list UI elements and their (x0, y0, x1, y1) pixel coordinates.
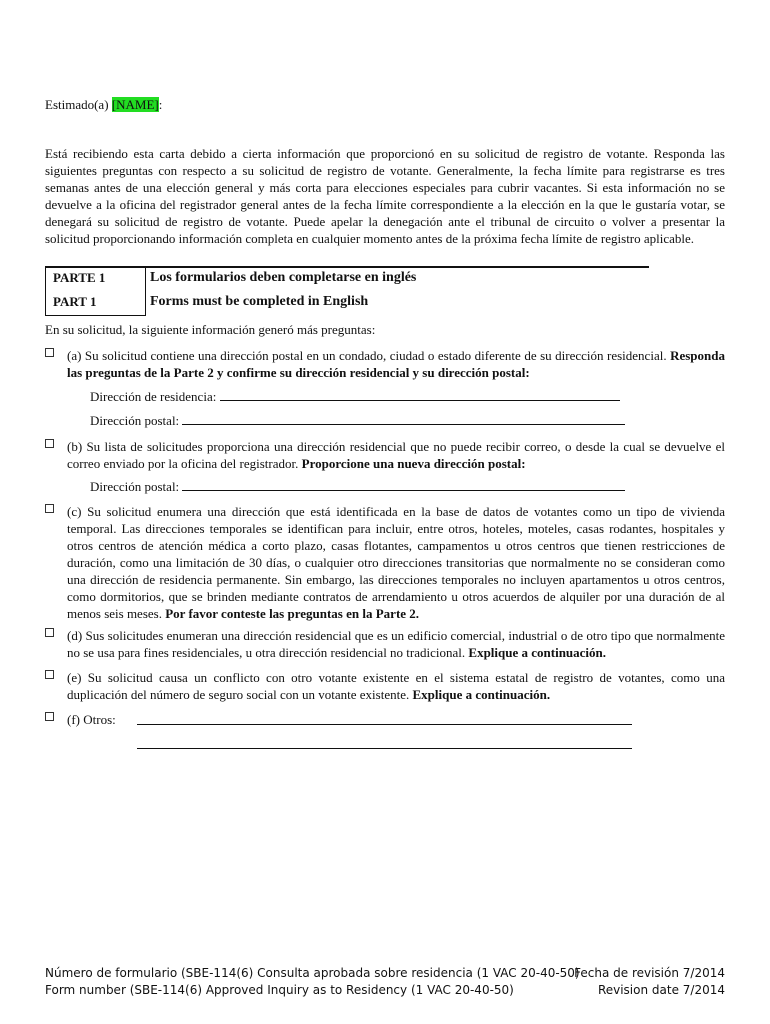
mailing-address-field-a[interactable]: Dirección postal: (90, 412, 625, 429)
part-title-en: Forms must be completed in English (150, 294, 369, 309)
footer-form-number (45, 965, 580, 999)
greeting (45, 97, 162, 113)
item-a-text: (a) Su solicitud contiene una dirección postal en un condado, ciudad o estado diferente de su dirección residencial. Responda las preguntas de la Parte 2 y confirme su dirección residencial y su dirección postal: (67, 348, 725, 380)
footer-rev-es: Fecha de revisión 7/2014 (574, 966, 725, 980)
mailing-address-field-b[interactable]: Dirección postal: (90, 478, 625, 495)
greeting-prefix: Estimado(a) (45, 97, 112, 112)
other-line-1[interactable] (137, 711, 632, 725)
item-b-text: (b) Su lista de solicitudes proporciona una dirección residencial que no puede recibir correo, o desde la cual se devuelve el correo enviado por la oficina del registrador. Proporcione una nueva dirección postal: (67, 439, 725, 471)
checkbox-f[interactable] (45, 712, 54, 721)
checkbox-a[interactable] (45, 348, 54, 357)
residence-address-field[interactable]: Dirección de residencia: (90, 388, 620, 405)
item-e (45, 669, 725, 705)
item-f (45, 711, 725, 751)
part-header (45, 266, 649, 316)
item-b (45, 438, 725, 498)
footer-rev-en: Revision date 7/2014 (597, 983, 725, 997)
lead-text: En su solicitud, la siguiente información generó más preguntas: (45, 322, 376, 337)
item-a (45, 347, 725, 442)
footer-form-es: Número de formulario (SBE-114(6) Consulta aprobada sobre residencia (1 VAC 20-40-50) (45, 966, 580, 980)
item-e-text: (e) Su solicitud causa un conflicto con otro votante existente en el sistema estatal de registro de votantes, como una duplicación del número de seguro social con un votante existente. Explique a continuación. (67, 670, 725, 702)
item-c-text: (c) Su solicitud enumera una dirección que está identificada en la base de datos de votantes como un tipo de vivienda temporal. Las direcciones temporales se identifican para incluir, entre otros, hoteles, moteles, casas rodantes, hospitales y otros centros de atención médica a corto plazo, casas flotantes, campamentos u otros centros que tienen restricciones de duración, como una limitación de 30 días, o cualquier otro direcciones transitorias que normalmente no se consideran como una dirección de residencia permanente. Sin embargo, las direcciones temporales no incluyen apartamentos u otros centros, como dormitorios, que se brinden mediante contratos de arrendamiento u otros acuerdos de alquiler por una duración de al menos seis meses. Por favor conteste las preguntas en la Parte 2. (67, 504, 725, 621)
other-line-2[interactable] (137, 735, 632, 749)
item-d-text: (d) Sus solicitudes enumeran una dirección residencial que es un edificio comercial, industrial o de otro tipo que normalmente no se usa para fines residenciales, u otra dirección residencial no tradicional. Explique a continuación. (67, 628, 725, 660)
part-label-en: PART 1 (53, 294, 97, 309)
item-d (45, 627, 725, 663)
greeting-suffix: : (158, 97, 163, 112)
checkbox-d[interactable] (45, 628, 54, 637)
item-f-label: (f) Otros: (67, 712, 116, 727)
item-c (45, 503, 725, 623)
checkbox-b[interactable] (45, 439, 54, 448)
footer-form-en: Form number (SBE-114(6) Approved Inquiry as to Residency (1 VAC 20-40-50) (45, 983, 514, 997)
recipient-name: [NAME] (111, 97, 159, 112)
part-title-es: Los formularios deben completarse en inglés (150, 270, 417, 285)
checkbox-e[interactable] (45, 670, 54, 679)
part-label-es: PARTE 1 (53, 270, 106, 285)
checkbox-c[interactable] (45, 504, 54, 513)
footer-revision (574, 965, 725, 999)
intro-paragraph: Está recibiendo esta carta debido a cierta información que proporcionó en su solicitud de registro de votante. Responda las siguientes preguntas con respecto a su solicitud de registro de votante. Generalmente, la fecha límite para registrarse es tres semanas antes de una elección general y más corta para elecciones especiales para cubrir vacantes. Si esta información no se devuelve a la oficina del registrador general antes de la fecha límite correspondiente a la elección en la que le gustaría votar, se denegará su solicitud de registro de votante. Puede apelar la denegación ante el tribunal de circuito o volver a presentar la solicitud proporcionando información completa en cualquier momento antes de la próxima fecha límite de registro aplicable. (45, 146, 725, 246)
